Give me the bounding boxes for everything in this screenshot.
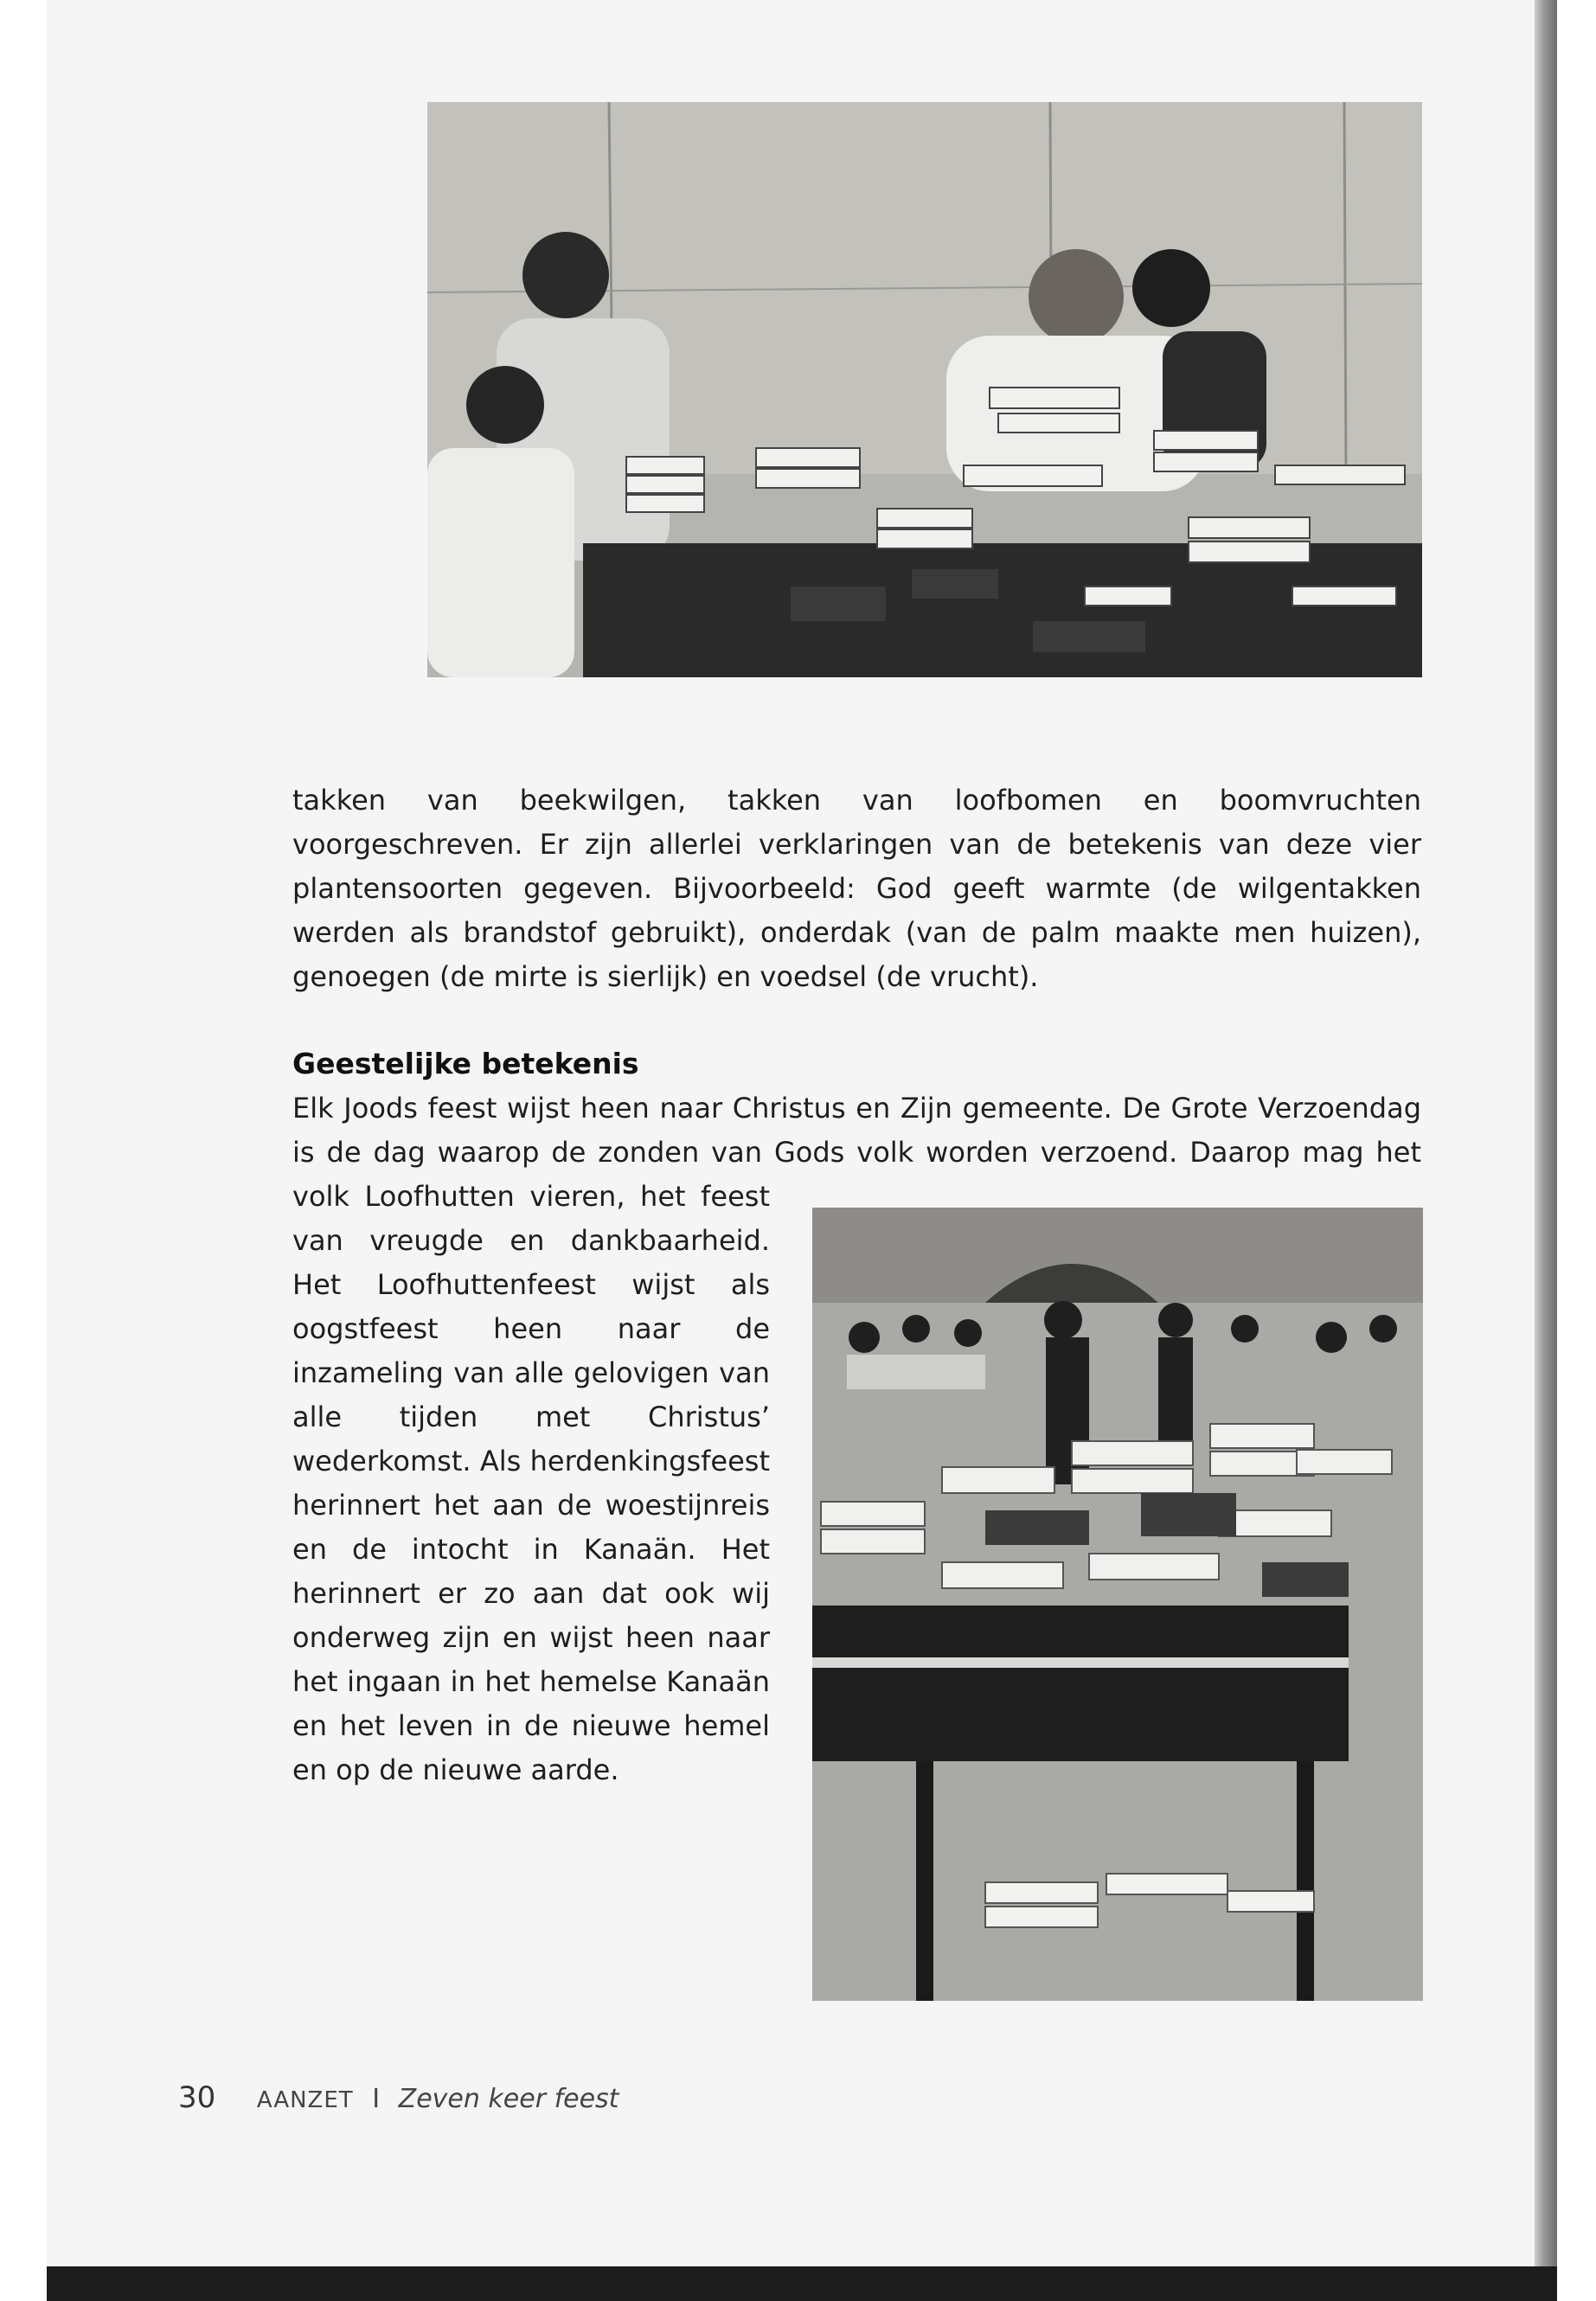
section-text-column: volk Loofhutten vieren, het feest van vreugde en dankbaarheid. Het Loofhuttenfeest wijst als oogstfeest heen naar de inzameling van alle gelovigen van alle tijden met Christus’ wederkomst. Als herdenkingsfeest herinnert het aan de woestijnreis en de intocht in Kanaän. Het herinnert er zo aan dat ook wij onderweg zijn en wijst heen naar het ingaan in het hemelse Kanaän en het leven in de nieuwe hemel en op de nieuwe aarde. <box>292 1180 770 1786</box>
page-footer <box>178 2080 619 2115</box>
page-number: 30 <box>178 2080 216 2115</box>
photo-wall-prayer-books <box>427 102 1422 677</box>
page-margin <box>1557 0 1596 2301</box>
section-text-full-width: Elk Joods feest wijst heen naar Christus en Zijn gemeente. De Grote Verzoendag is de dag waarop de zonden van Gods volk worden verzoend. Daarop mag het <box>292 1092 1421 1169</box>
section-heading: Geestelijke betekenis <box>292 1047 639 1080</box>
bottom-shadow <box>47 2266 1557 2301</box>
paragraph-plants: takken van beekwilgen, takken van loofbomen en boomvruchten voorgeschreven. Er zijn allerlei verklaringen van de betekenis van deze vier plantensoorten gegeven. Bijvoorbeeld: God geeft warmte (de wilgentakken werden als brandstof gebruikt), onderdak (van de palm maakte men huizen), genoegen (de mirte is sierlijk) en voedsel (de vrucht). <box>292 784 1421 993</box>
photo-book-tables-crowd <box>812 1208 1423 2001</box>
footer-subtitle: Zeven keer feest <box>398 2084 619 2114</box>
book-spine <box>1535 0 1557 2301</box>
footer-brand: AANZET <box>256 2087 354 2113</box>
footer-separator: I <box>372 2084 381 2114</box>
